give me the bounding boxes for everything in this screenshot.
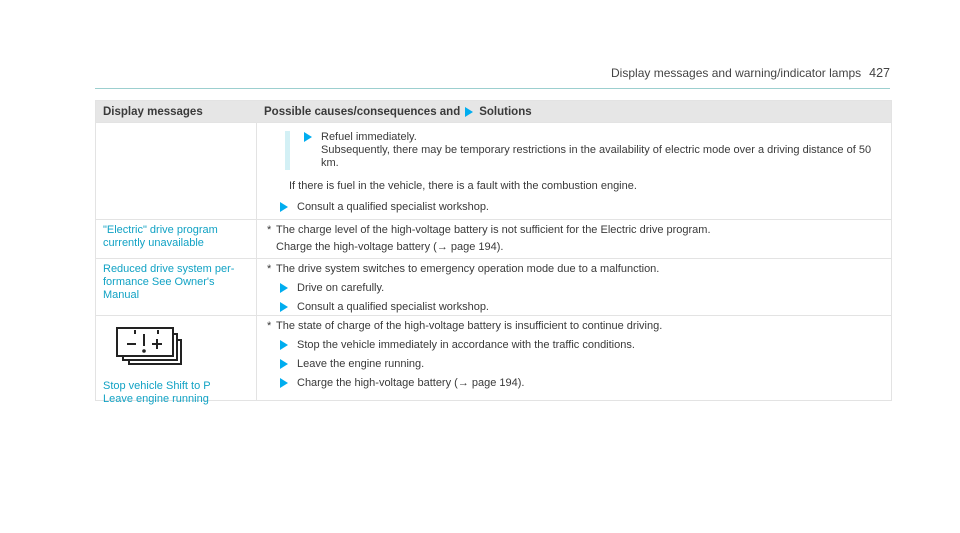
- bullet-mark: *: [267, 224, 272, 236]
- cause-item: [265, 224, 883, 237]
- cause-text: The charge level of the high-voltage battery is not sufficient for the Electric drive program.: [276, 224, 711, 236]
- arrow-icon: [280, 359, 288, 369]
- arrow-icon: [280, 340, 288, 350]
- header-rule: [95, 88, 890, 89]
- solution-step: [265, 339, 883, 352]
- high-voltage-battery-warning-icon: [103, 324, 249, 372]
- step-text: Leave the engine running.: [297, 358, 425, 370]
- solution-step: [265, 201, 883, 214]
- table-row: [96, 219, 891, 258]
- running-head: [611, 66, 890, 80]
- message-text: "Electric" drive program currently unavailable: [96, 220, 257, 258]
- solution-step: [265, 282, 883, 295]
- header-solutions-label: Solutions: [479, 105, 532, 118]
- cause-text: The drive system switches to emergency operation mode due to a malfunction.: [276, 263, 660, 275]
- display-messages-table: [95, 100, 892, 405]
- arrow-icon: [280, 302, 288, 312]
- solution-step: [285, 131, 883, 170]
- cause-text: The state of charge of the high-voltage battery is insufficient to continue driving.: [276, 320, 663, 332]
- bullet-mark: *: [267, 263, 272, 275]
- arrow-icon: [304, 132, 312, 142]
- message-text-line2: Leave engine running: [103, 393, 209, 405]
- arrow-icon: [280, 202, 288, 212]
- cause-item: [265, 263, 883, 276]
- step-text: Consult a qualified specialist workshop.: [297, 301, 489, 313]
- solution-step: [265, 377, 883, 390]
- step-body: Subsequently, there may be temporary restrictions in the availability of electric mode over a driving distance of 50 km.: [321, 144, 872, 169]
- header-causes: [257, 106, 891, 118]
- step-text: Stop the vehicle immediately in accordance with the traffic conditions.: [297, 339, 635, 351]
- solution-step: [265, 301, 883, 314]
- message-cell: [96, 316, 257, 405]
- action-text: Charge the high-voltage battery (→ page 194).: [276, 241, 504, 253]
- step-text: Consult a qualified specialist workshop.: [297, 201, 489, 213]
- cause-item: [265, 320, 883, 333]
- step-text: [321, 131, 883, 170]
- arrow-icon: [465, 107, 473, 117]
- step-title: Refuel immediately.: [321, 131, 417, 143]
- solution-cell: [257, 316, 891, 400]
- header-display-messages: Display messages: [103, 105, 203, 118]
- message-text-line1: Stop vehicle Shift to P: [103, 380, 211, 392]
- table-row: [96, 258, 891, 315]
- running-head-title: Display messages and warning/indicator lamps: [611, 66, 862, 80]
- arrow-icon: [280, 283, 288, 293]
- step-text: Drive on carefully.: [297, 282, 385, 294]
- step-text: Charge the high-voltage battery (→ page 194).: [297, 377, 525, 389]
- header-causes-label: Possible causes/consequences and: [264, 105, 461, 118]
- note-text: If there is fuel in the vehicle, there is a fault with the combustion engine.: [289, 180, 637, 192]
- solution-step: [265, 358, 883, 371]
- solution-cell: [257, 123, 891, 219]
- solution-cell: [257, 259, 891, 315]
- message-cell: [96, 123, 257, 219]
- table-row: [96, 315, 891, 405]
- table-header: [96, 101, 891, 122]
- table-row: [96, 122, 891, 219]
- bullet-mark: *: [267, 320, 272, 332]
- message-text: Reduced drive system per-formance See Owner's Manual: [96, 259, 257, 315]
- page-number: 427: [869, 66, 890, 80]
- solution-cell: [257, 220, 891, 258]
- arrow-icon: [280, 378, 288, 388]
